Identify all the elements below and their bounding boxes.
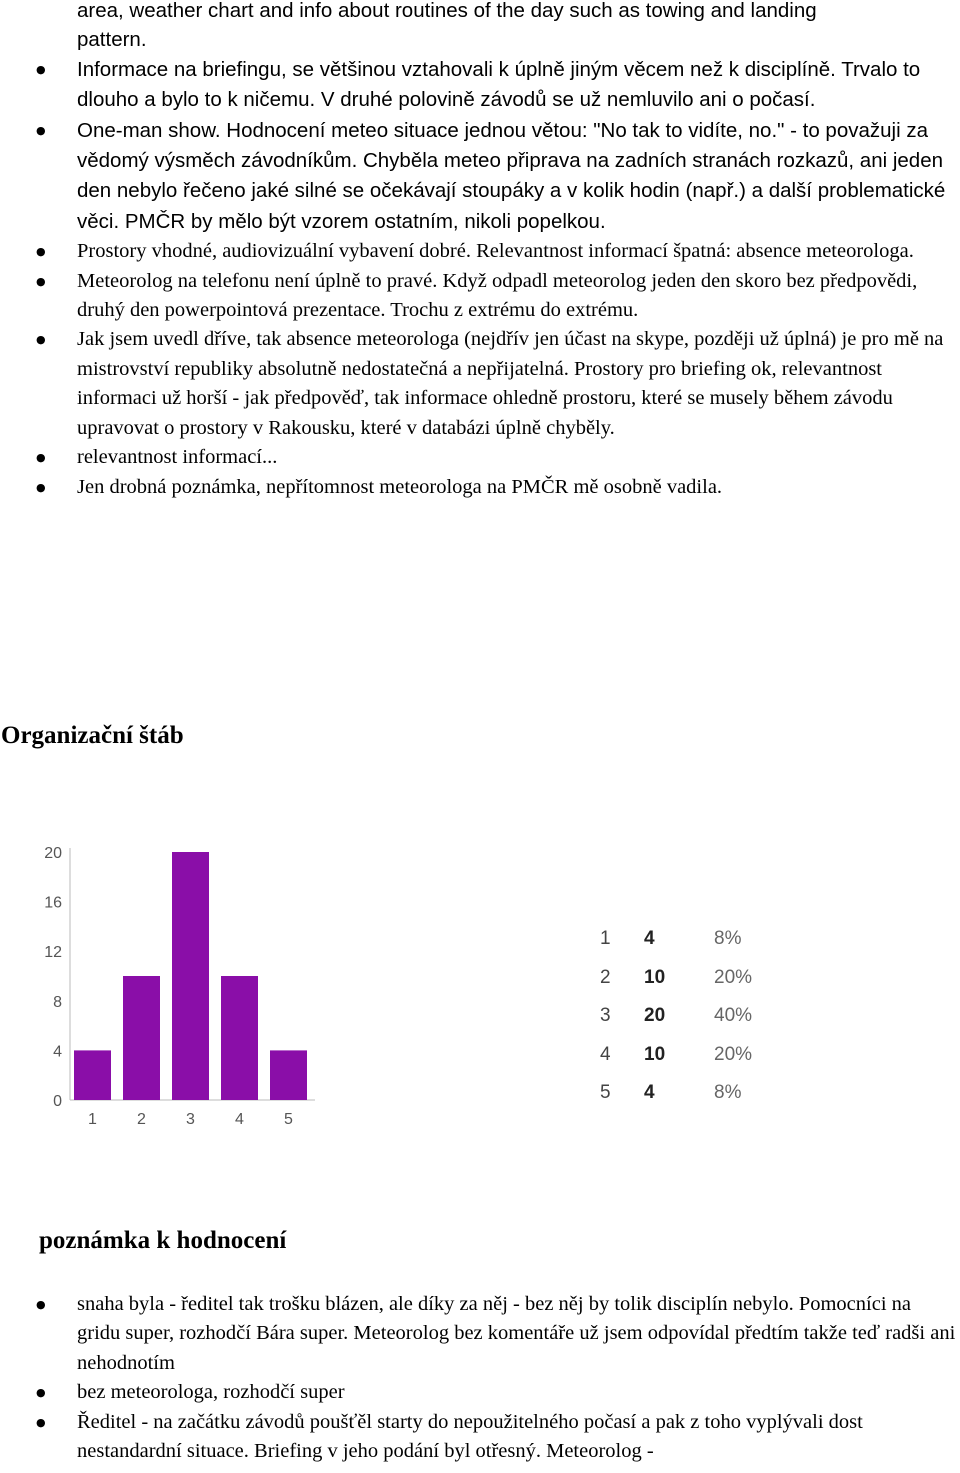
comment-text: Jak jsem uvedl dříve, tak absence meteorologa (nejdřív jen účast na skype, později už úplná) je pro mě na mistrovství republiky absolutně nedostatečná a nepřijatelná. Prostory pro briefing ok, relevantnost informaci už horší - jak předpověď, tak informace ohledně prostoru, které se musely během závodu upravovat o prostory v Rakousku, které v databázi úplně chyběly. [77,328,944,439]
intro-line-2: pattern. [77,28,147,52]
x-tick-label: 3 [186,1111,195,1128]
summary-row [600,1036,752,1075]
comment-item [0,116,960,238]
staff-comment-list [0,1290,960,1466]
x-tick-label: 1 [88,1111,97,1128]
summary-row [600,920,752,959]
count-value: 4 [644,1082,655,1104]
rating-value: 4 [600,1043,611,1065]
count-value: 10 [644,966,666,988]
comments-section-briefing [0,0,960,502]
count-value: 10 [644,1043,666,1065]
percent-value: 20% [714,966,753,988]
percent-value: 40% [714,1005,753,1027]
bar-rating-1 [74,1050,111,1100]
count-value: 20 [644,1005,666,1027]
x-tick-label: 5 [284,1111,293,1128]
x-tick-label: 4 [235,1111,244,1128]
comment-item [0,473,960,502]
comment-text: Informace na briefingu, se většinou vztahovali k úplně jiným věcem než k disciplíně. Trvalo to dlouho a bylo to k ničemu. V druhé polovině závodů se už nemluvilo ani o počasí. [77,57,921,112]
summary-row [600,959,752,998]
y-tick-label: 0 [53,1093,62,1110]
percent-value: 8% [714,928,742,950]
summary-row [600,997,752,1036]
rating-value: 3 [600,1005,611,1027]
comments-section-staff [0,1290,960,1466]
y-tick-label: 4 [53,1043,62,1061]
comment-item [0,55,960,116]
y-tick-label: 16 [44,894,62,912]
percent-value: 20% [714,1043,753,1065]
bar-rating-3 [172,852,209,1100]
briefing-comment-list [0,55,960,502]
bar-rating-2 [123,976,160,1100]
comment-text: relevantnost informací... [77,446,278,469]
comment-text: Prostory vhodné, audiovizuální vybavení dobré. Relevantnost informací špatná: absence meteorologa. [77,240,914,263]
x-tick-label: 2 [137,1111,146,1128]
bar-rating-4 [221,976,258,1100]
comment-text: Jen drobná poznámka, nepřítomnost meteorologa na PMČR mě osobně vadila. [77,475,723,498]
rating-value: 2 [600,966,611,988]
section-heading-poznamka: poznámka k hodnocení [39,1227,287,1254]
comment-item [0,237,960,266]
rating-bar-chart [30,838,330,1138]
y-tick-label: 20 [44,845,62,862]
percent-value: 8% [714,1082,742,1104]
section-heading-organizacni-stab: Organizační štáb [1,722,184,749]
intro-line-1: area, weather chart and info about routines of the day such as towing and landing [77,0,817,22]
comment-text: Meteorolog na telefonu není úplně to pravé. Když odpadl meteorolog jeden den skoro bez předpovědi, druhý den powerpointová prezentace. Trochu z extrému do extrému. [77,269,918,322]
comment-item: ● bez meteorologa, rozhodčí super [0,1378,960,1407]
rating-value: 1 [600,928,611,950]
y-tick-label: 8 [53,993,62,1011]
comment-item [0,325,960,443]
y-tick-label: 12 [44,944,62,962]
rating-summary-table [600,920,752,1113]
count-value: 4 [644,928,655,950]
comment-item [0,267,960,326]
comment-text: One-man show. Hodnocení meteo situace jednou větou: "No tak to vidíte, no." - to považuji za vědomý výsměch závodníkům. Chyběla meteo připrava na zadních stranách rozkazů, ani jeden den nebylo řečeno jaké silné se očekávají stoupáky a v kolik hodin (např.) a další problematické věci. PMČR by mělo být vzorem ostatním, nikoli popelkou. [77,118,946,233]
rating-value: 5 [600,1082,611,1104]
comment-item: ● Ředitel - na začátku závodů poušťěl starty do nepoužitelného počasí a pak z toho vyplývali dost nestandardní situace. Briefing v jeho podání byl otřesný. Meteorolog - [0,1408,960,1467]
comment-item: ● snaha byla - ředitel tak trošku blázen, ale díky za něj - bez něj by tolik disciplín nebylo. Pomocníci na gridu super, rozhodčí Bára super. Meteorolog bez komentáře už jsem odpovídal předtím takže teď radši ani nehodnotím [0,1290,960,1378]
comment-item [0,443,960,472]
summary-row [600,1074,752,1113]
bar-rating-5 [270,1050,307,1100]
